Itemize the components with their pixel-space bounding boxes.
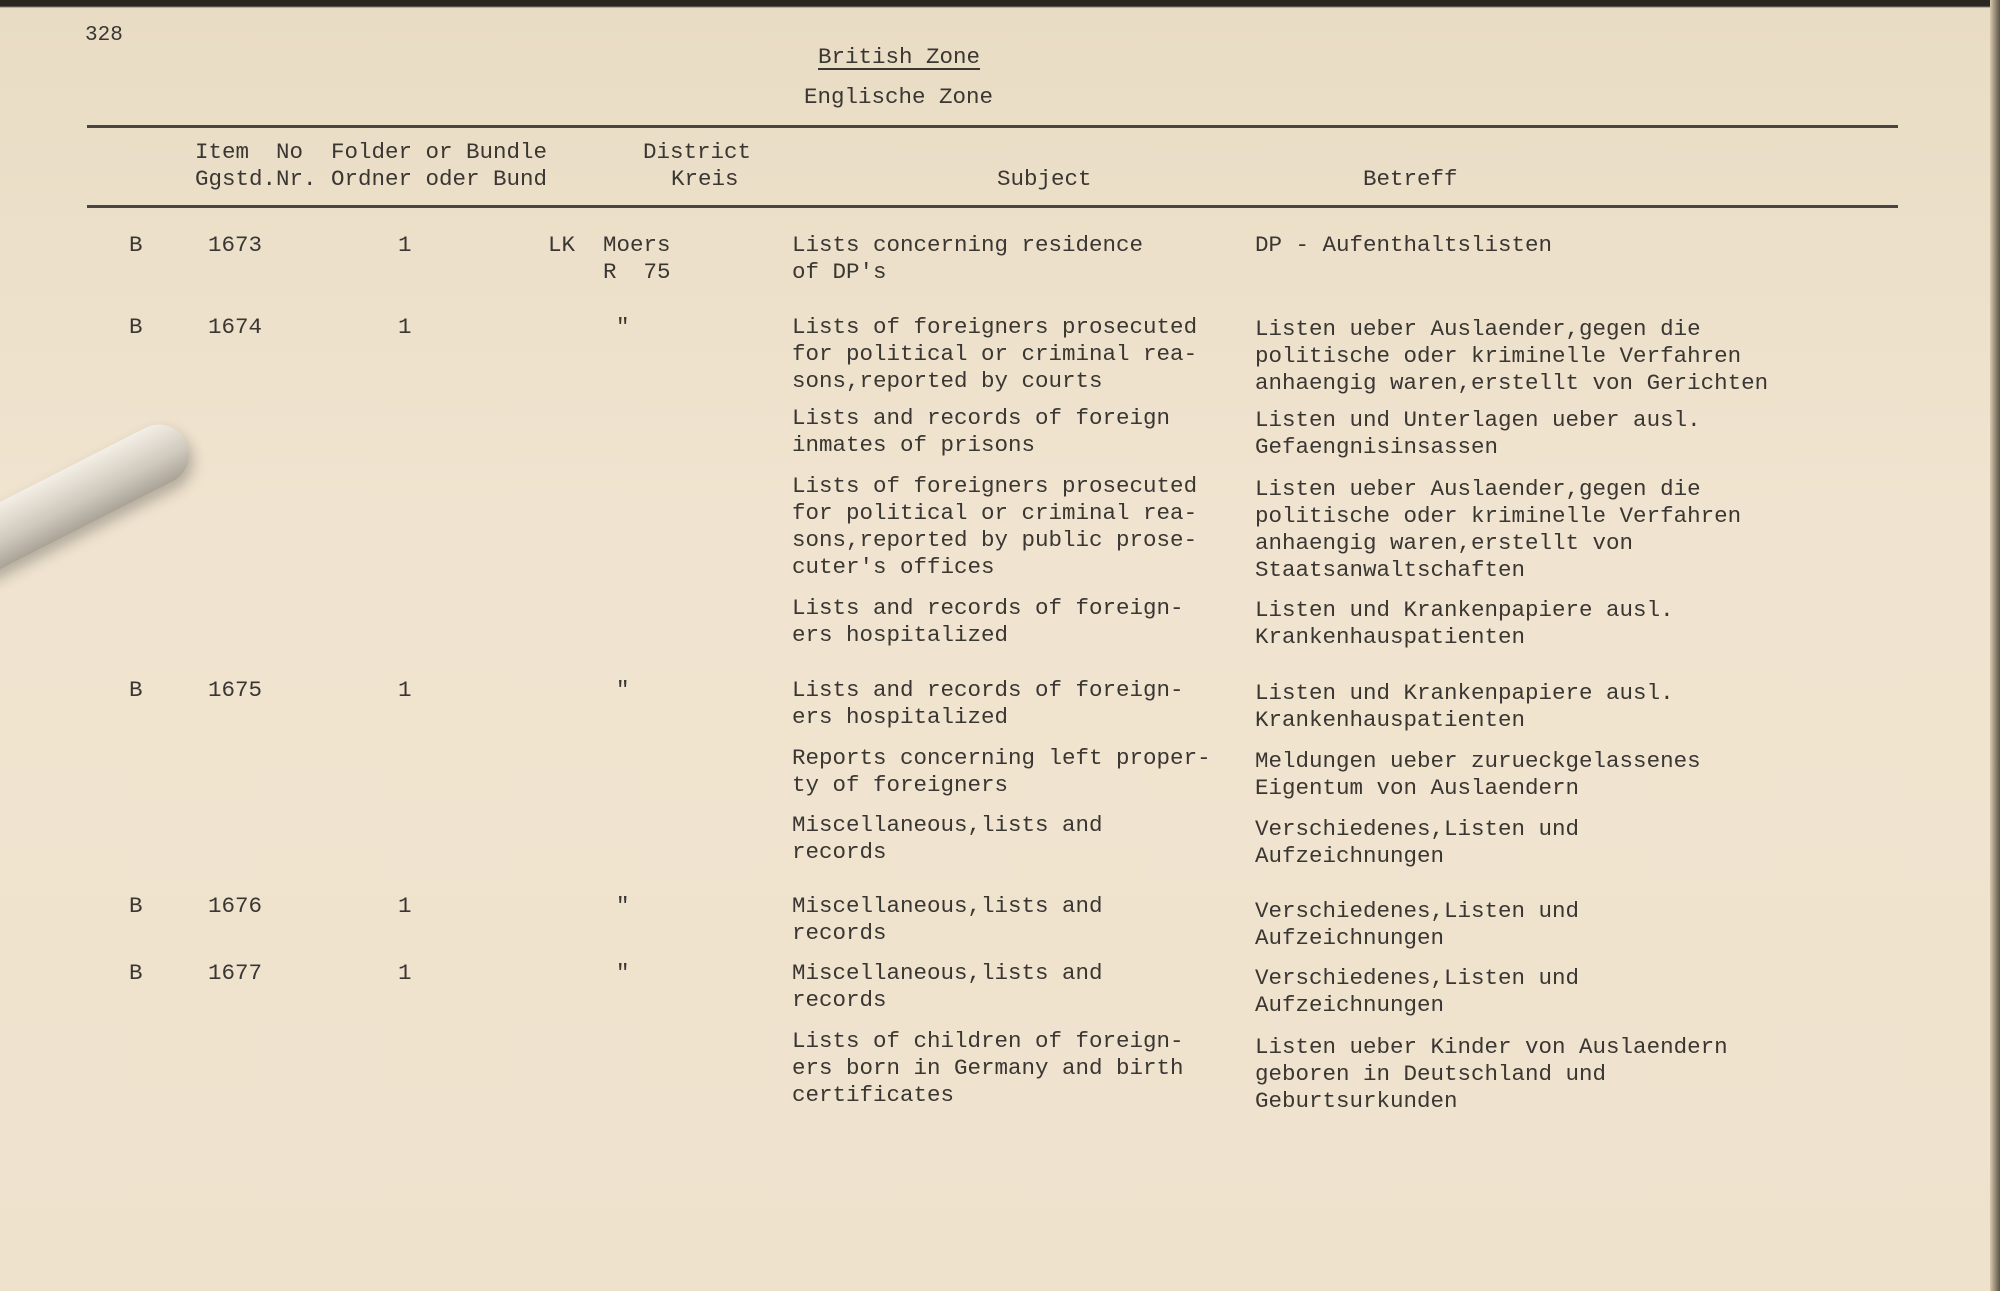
series-cell: B [129,314,143,340]
item-number-cell: 1674 [208,314,263,340]
item-number-cell: 1673 [208,232,263,258]
header-item-en: Item No [195,139,304,165]
subject-cell: Lists of children of foreign- ers born in Germany and birth certificates [792,1028,1184,1108]
folder-cell: 1 [398,677,412,703]
district-ditto-cell: " [616,960,630,986]
betreff-cell: Meldungen ueber zurueckgelassenes Eigentum von Auslaendern [1255,748,1701,801]
subject-cell: Miscellaneous,lists and records [792,893,1103,946]
district-cell: Moers R 75 [603,232,671,285]
header-folder-en: Folder or Bundle [331,139,548,165]
subject-cell: Miscellaneous,lists and records [792,960,1103,1013]
betreff-cell: Listen ueber Kinder von Auslaendern geboren in Deutschland und Geburtsurkunden [1255,1034,1728,1114]
subject-cell: Reports concerning left proper- ty of foreigners [792,745,1211,798]
betreff-cell: Listen ueber Auslaender,gegen die politische oder kriminelle Verfahren anhaengig waren,erstellt von Staatsanwaltschaften [1255,476,1742,583]
series-cell: B [129,232,143,258]
subject-cell: Lists and records of foreign inmates of prisons [792,405,1171,458]
header-item-de: Ggstd.Nr. [195,166,317,192]
betreff-cell: Listen ueber Auslaender,gegen die politische oder kriminelle Verfahren anhaengig waren,erstellt von Gerichten [1255,316,1769,396]
header-district-en: District [643,139,752,165]
page-title: British Zone [818,44,981,70]
subject-cell: Lists of foreigners prosecuted for political or criminal rea- sons,reported by courts [792,314,1198,394]
header-subject: Subject [997,166,1092,192]
header-rule-bottom [87,205,1898,208]
district-prefix-cell: LK [548,232,576,258]
subject-cell: Lists and records of foreign- ers hospitalized [792,677,1184,730]
subject-cell: Lists of foreigners prosecuted for political or criminal rea- sons,reported by public prose- cuter's offices [792,473,1198,580]
series-cell: B [129,893,143,919]
item-number-cell: 1675 [208,677,263,703]
pen-object [0,414,199,585]
betreff-cell: DP - Aufenthaltslisten [1255,232,1553,258]
folder-cell: 1 [398,232,412,258]
folder-cell: 1 [398,893,412,919]
header-folder-de: Ordner oder Bund [331,166,548,192]
betreff-cell: Verschiedenes,Listen und Aufzeichnungen [1255,965,1580,1018]
betreff-cell: Listen und Krankenpapiere ausl. Krankenhauspatienten [1255,680,1674,733]
series-cell: B [129,677,143,703]
district-ditto-cell: " [616,893,630,919]
betreff-cell: Listen und Unterlagen ueber ausl. Gefaengnisinsassen [1255,407,1701,460]
header-betreff: Betreff [1363,166,1458,192]
betreff-cell: Listen und Krankenpapiere ausl. Krankenhauspatienten [1255,597,1674,650]
district-ditto-cell: " [616,314,630,340]
page-edge-shadow [1990,0,2000,1291]
betreff-cell: Verschiedenes,Listen und Aufzeichnungen [1255,898,1580,951]
folder-cell: 1 [398,314,412,340]
subject-cell: Miscellaneous,lists and records [792,812,1103,865]
item-number-cell: 1677 [208,960,263,986]
page-subtitle: Englische Zone [804,84,994,110]
betreff-cell: Verschiedenes,Listen und Aufzeichnungen [1255,816,1580,869]
header-rule-top [87,125,1898,128]
subject-cell: Lists concerning residence of DP's [792,232,1144,285]
header-district-de: Kreis [671,166,739,192]
series-cell: B [129,960,143,986]
district-ditto-cell: " [616,677,630,703]
folder-cell: 1 [398,960,412,986]
item-number-cell: 1676 [208,893,263,919]
page-number: 328 [85,24,123,47]
subject-cell: Lists and records of foreign- ers hospitalized [792,595,1184,648]
